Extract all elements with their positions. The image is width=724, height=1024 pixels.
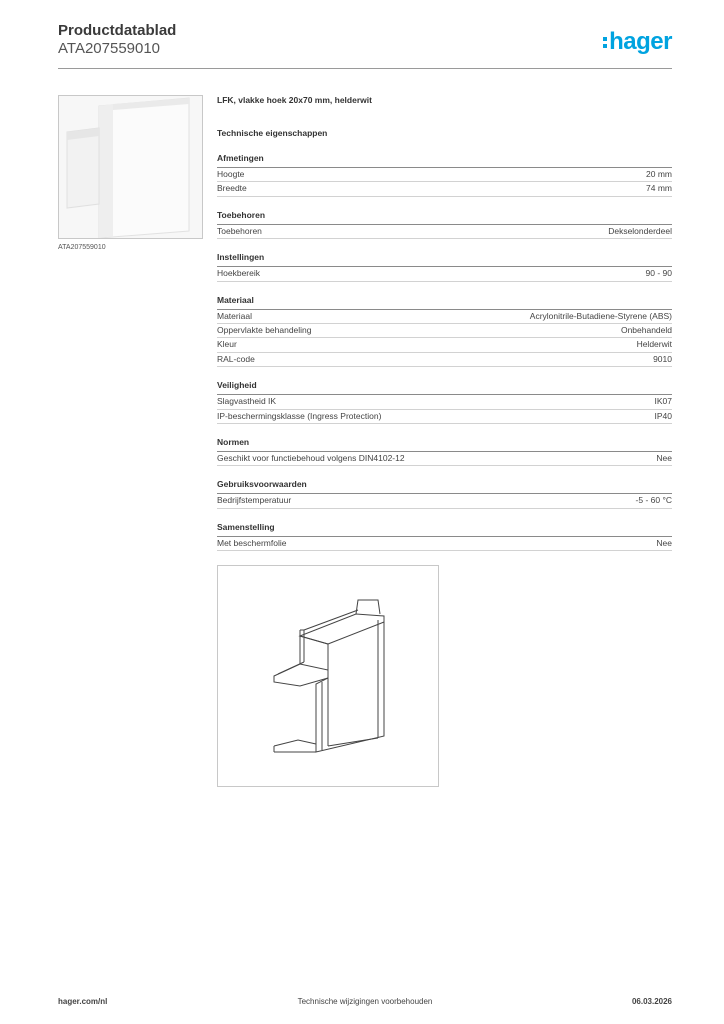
property-label: Hoekbereik	[217, 268, 260, 279]
footer-website-link[interactable]: hager.com/nl	[58, 997, 108, 1006]
technical-drawing-image	[218, 566, 438, 786]
section-materiaal	[217, 295, 672, 368]
property-label: Bedrijfstemperatuur	[217, 495, 292, 506]
page-header	[58, 22, 672, 68]
section-gebruiksvoorwaarden	[217, 479, 672, 508]
header-divider	[58, 68, 672, 69]
property-row	[217, 168, 672, 182]
property-label: Met beschermfolie	[217, 537, 287, 548]
footer-date: 06.03.2026	[631, 997, 672, 1006]
property-row	[217, 182, 672, 196]
logo-text: hager	[609, 28, 672, 55]
property-label: Kleur	[217, 339, 237, 350]
section-toebehoren	[217, 210, 672, 239]
property-label: RAL-code	[217, 353, 255, 364]
section-title: Normen	[217, 437, 672, 452]
section-title: Veiligheid	[217, 380, 672, 395]
property-label: Toebehoren	[217, 225, 262, 236]
property-label: Hoogte	[217, 169, 245, 179]
section-instellingen	[217, 252, 672, 281]
property-value: 74 mm	[646, 183, 672, 194]
section-title: Toebehoren	[217, 210, 672, 225]
section-samenstelling	[217, 522, 672, 551]
property-value: Nee	[656, 537, 672, 548]
product-details	[217, 95, 672, 582]
section-title: Samenstelling	[217, 522, 672, 537]
section-title: Instellingen	[217, 252, 672, 267]
product-photo-image	[59, 96, 202, 238]
document-title: Productdatablad	[58, 22, 177, 39]
hager-logo	[603, 28, 672, 56]
property-value: 20 mm	[646, 169, 672, 179]
footer-disclaimer: Technische wijzigingen voorbehouden	[297, 997, 433, 1006]
property-label: Oppervlakte behandeling	[217, 324, 312, 335]
property-value: Helderwit	[636, 339, 672, 350]
photo-caption: ATA207559010	[58, 244, 106, 251]
property-row	[217, 267, 672, 281]
property-label: Slagvastheid IK	[217, 396, 277, 407]
product-description: LFK, vlakke hoek 20x70 mm, helderwit	[217, 95, 372, 105]
property-row	[217, 494, 672, 508]
logo-dots-icon	[603, 37, 607, 48]
property-label: IP-beschermingsklasse (Ingress Protection)	[217, 410, 382, 421]
property-value: IK07	[654, 396, 672, 407]
technical-drawing	[217, 565, 439, 787]
product-code: ATA207559010	[58, 40, 161, 57]
section-normen	[217, 437, 672, 466]
section-veiligheid	[217, 380, 672, 424]
property-row	[217, 310, 672, 324]
property-row	[217, 225, 672, 239]
property-value: 9010	[653, 353, 672, 364]
property-value: Dekselonderdeel	[608, 225, 672, 236]
tech-properties-heading: Technische eigenschappen	[217, 128, 328, 138]
property-value: -5 - 60 °C	[635, 495, 672, 506]
property-row	[217, 410, 672, 424]
product-photo	[58, 95, 203, 239]
property-value: IP40	[654, 410, 672, 421]
section-title: Materiaal	[217, 295, 672, 310]
property-value: 90 - 90	[645, 268, 672, 279]
page-footer	[58, 997, 672, 1011]
section-title: Gebruiksvoorwaarden	[217, 479, 672, 494]
property-value: Onbehandeld	[620, 324, 672, 335]
section-afmetingen	[217, 153, 672, 197]
property-row	[217, 338, 672, 352]
property-label: Breedte	[217, 183, 247, 194]
property-row	[217, 395, 672, 409]
property-row	[217, 452, 672, 466]
property-label: Geschikt voor functiebehoud volgens DIN4102-12	[217, 452, 405, 463]
property-value: Acrylonitrile-Butadiene-Styrene (ABS)	[529, 310, 672, 321]
section-title: Afmetingen	[217, 153, 672, 168]
property-row	[217, 324, 672, 338]
property-row	[217, 537, 672, 551]
property-value: Nee	[656, 452, 672, 463]
property-label: Materiaal	[217, 310, 252, 321]
property-row	[217, 353, 672, 367]
